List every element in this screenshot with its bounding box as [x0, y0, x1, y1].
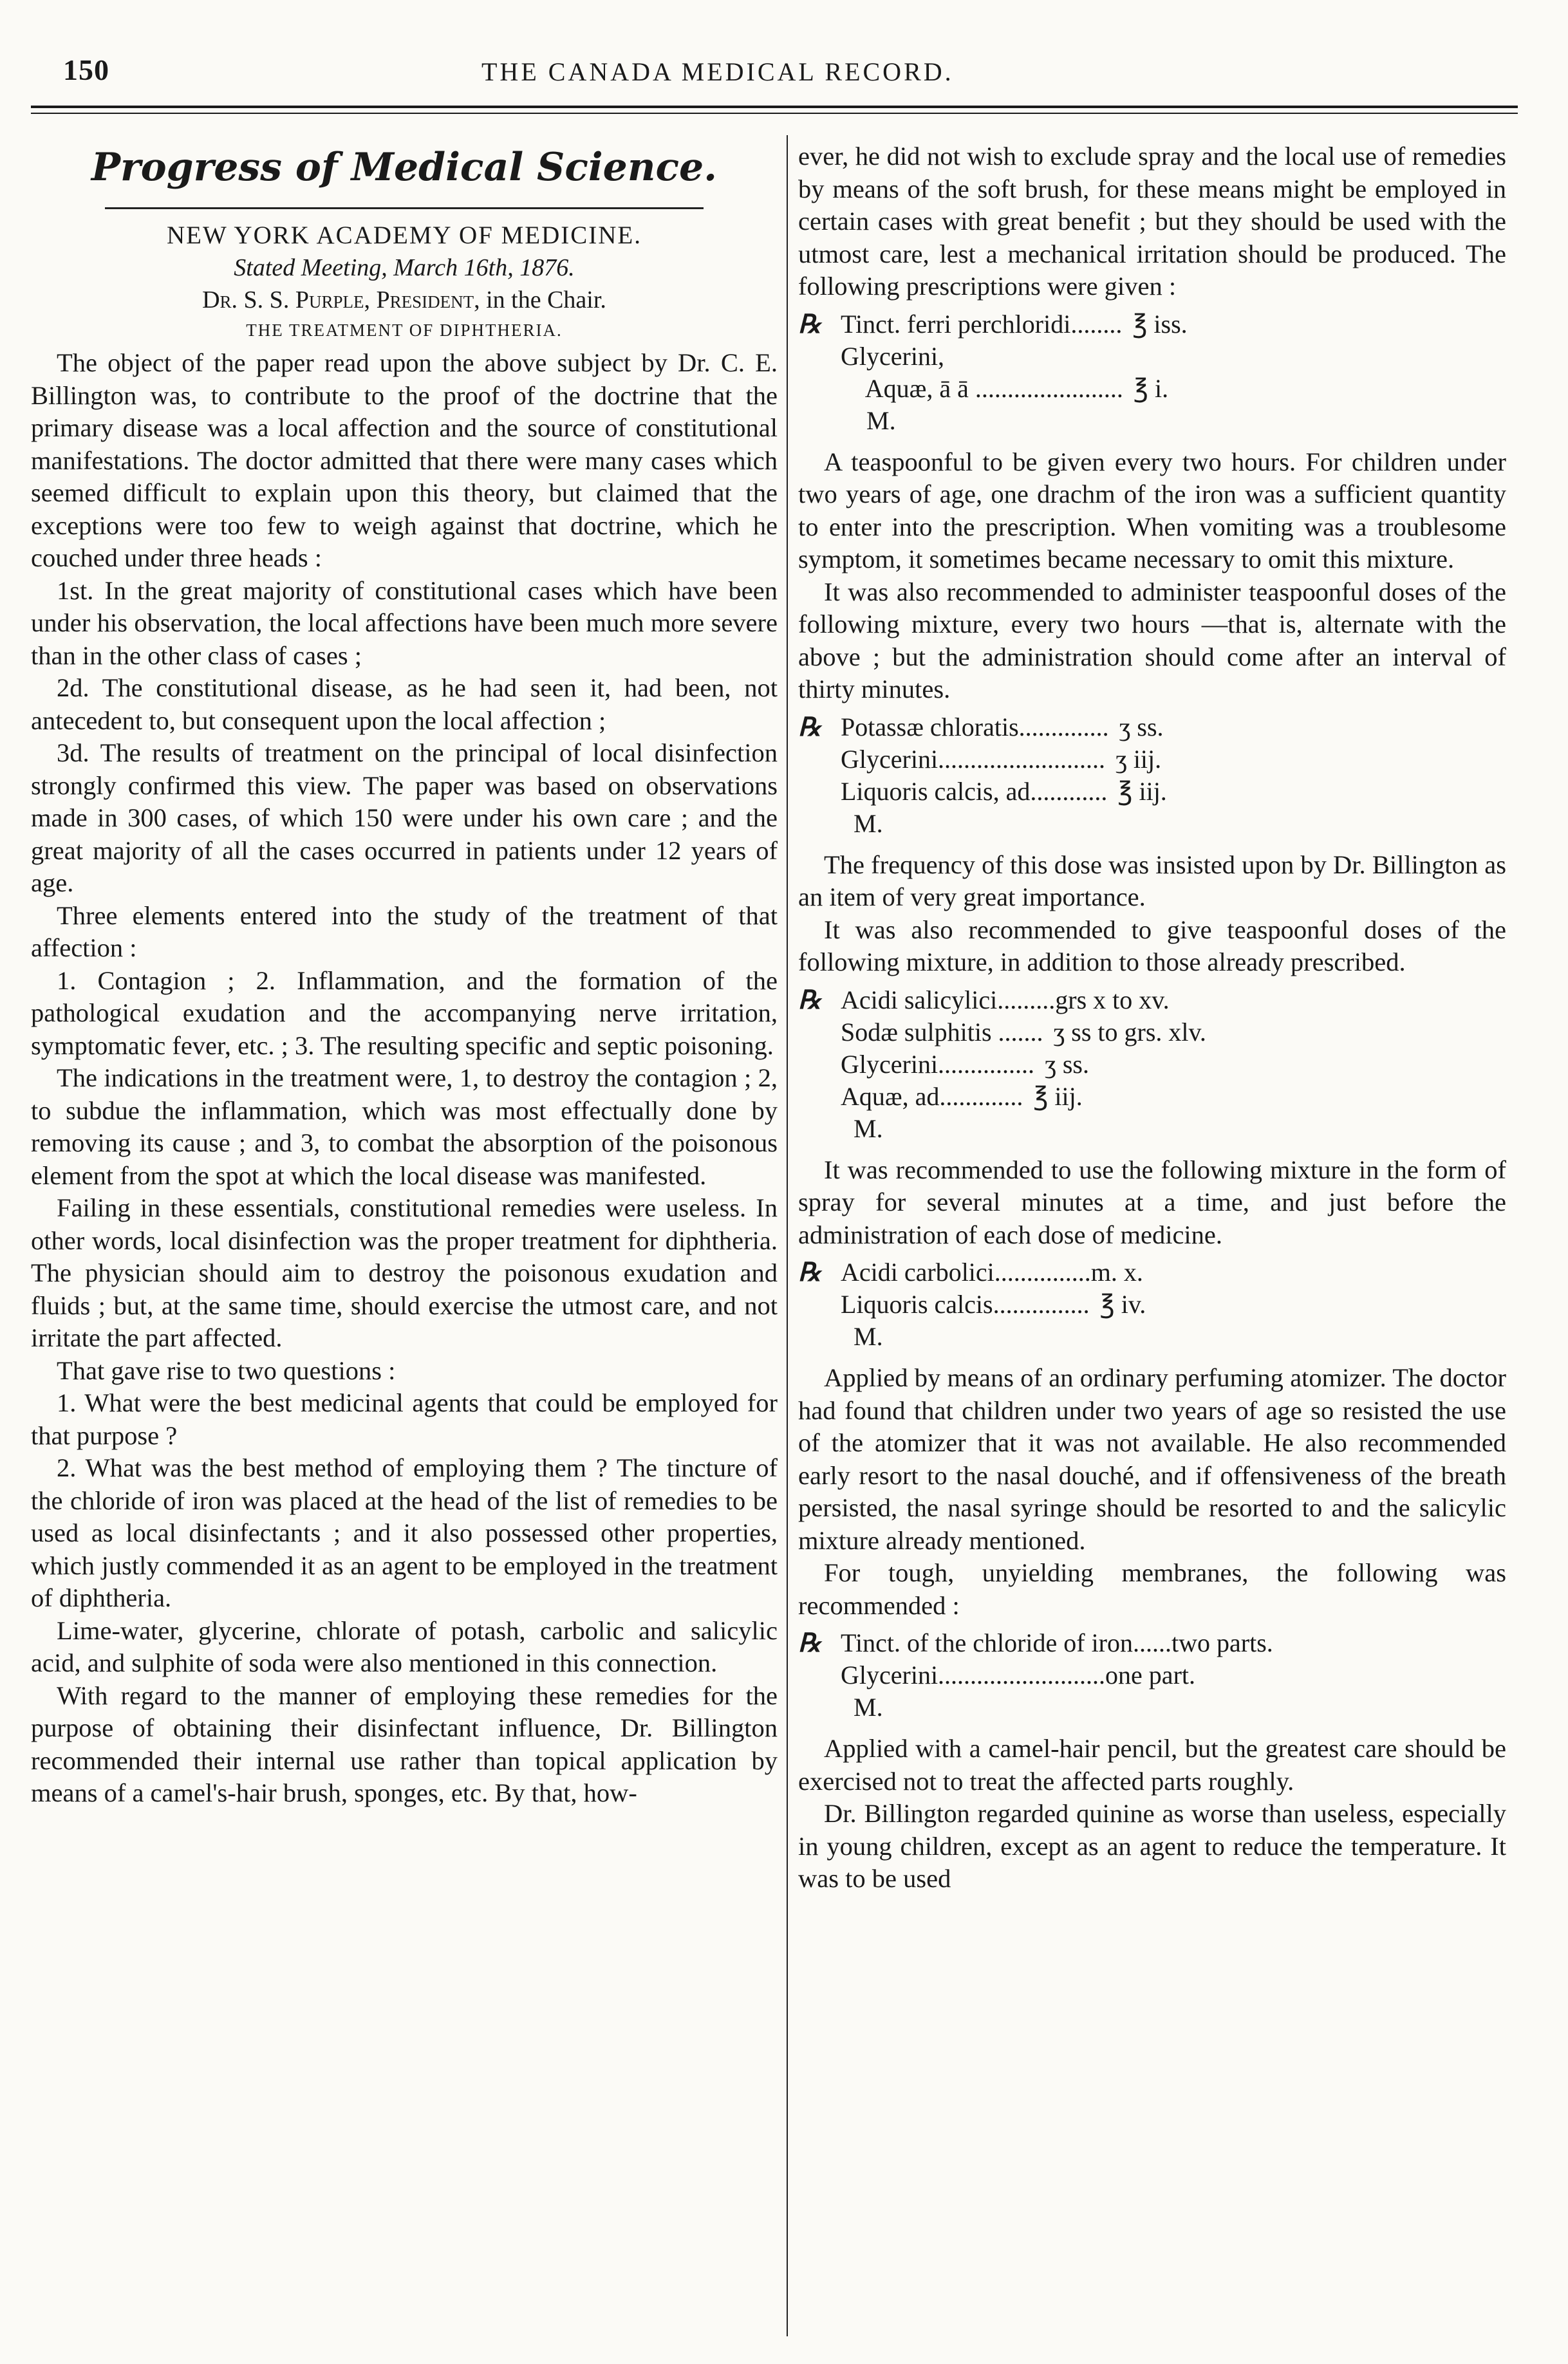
header-rule-thin [31, 113, 1518, 114]
paragraph: 2d. The constitutional disease, as he had seen it, had been, not antecedent to, but consequent upon the local affection ; [31, 673, 778, 735]
meeting-date: Stated Meeting, March 16th, 1876. [234, 254, 575, 281]
paragraph: The object of the paper read upon the above subject by Dr. C. E. Billington was, to contribute to the proof of the doctrine that the primary disease was a local affection and the source of constitutional manifestations. The doctor admitted that there were many cases which seemed difficult to explain upon this theory, but claimed that the exceptions were too few to weigh against that doctrine, which he couched under three heads : [31, 348, 778, 572]
paragraph: It was also recommended to give teaspoonful doses of the following mixture, in addition to those already prescribed. [798, 915, 1506, 976]
prescription-line [798, 743, 1506, 776]
ingredient: M. [841, 1113, 883, 1143]
column-divider [787, 135, 788, 2336]
paragraph: 1st. In the great majority of constitutional cases which have been under his observation, the local affections have been much more severe than in the other class of cases ; [31, 575, 778, 670]
page-header [31, 53, 1518, 98]
prescription [798, 711, 1506, 840]
ingredient: Sodæ sulphitis ....... [841, 1017, 1043, 1047]
quantity: ʒ ss. [1119, 712, 1164, 741]
ingredient: M. [841, 1693, 883, 1722]
recipe-symbol [798, 1081, 841, 1113]
prescription [798, 1256, 1506, 1353]
quantity: ℥ i. [1133, 373, 1169, 403]
presiding-suffix: in the Chair. [480, 286, 606, 313]
recipe-symbol [798, 808, 841, 840]
paragraph: 3d. The results of treatment on the principal of local disinfection strongly confirmed this view. The paper was based on observations made in 300 cases, of which 150 were under his own care ; and the great majority of all the cases occurred in patients under 12 years of age. [31, 738, 778, 897]
quantity: ℥ iij. [1117, 776, 1167, 806]
right-column [798, 140, 1506, 1895]
prescription-line [798, 808, 1506, 840]
journal-title: THE CANADA MEDICAL RECORD. [481, 57, 954, 86]
quantity: ℥ iv. [1099, 1290, 1146, 1319]
ingredient: Potassæ chloratis.............. [841, 712, 1109, 741]
paragraph: It was also recommended to administer teaspoonful doses of the following mixture, every two hours —that is, alternate with the above ; but the administration should come after an interval of thirty minutes. [798, 577, 1506, 703]
ingredient: Aquæ, ā ā ....................... [841, 373, 1123, 403]
paragraph: With regard to the manner of employing these remedies for the purpose of obtaining their disinfectant influence, Dr. Billington recommended their internal use rather than topical application by means of a camel's-hair brush, sponges, etc. By that, how- [31, 1680, 778, 1807]
paragraph: Applied by means of an ordinary perfuming atomizer. The doctor had found that children under two years of age so resisted the use of the atomizer that it was not available. He also recommended early resort to the nasal douché, and if offensiveness of the breath persisted, the nasal syringe should be resorted to and the salicylic mixture already mentioned. [798, 1363, 1506, 1555]
prescription-line [798, 1113, 1506, 1145]
ingredient: Liquoris calcis............... [841, 1290, 1090, 1319]
paragraph: Lime-water, glycerine, chlorate of potash, carbolic and salicylic acid, and sulphite of soda were also mentioned in this connection. [31, 1615, 778, 1677]
recipe-symbol [798, 743, 841, 776]
recipe-symbol [798, 1016, 841, 1048]
recipe-symbol [798, 1048, 841, 1081]
paragraph: 2. What was the best method of employing them ? The tincture of the chloride of iron was placed at the head of the list of remedies to be used as local disinfectants ; and it also possessed other properties, which justly commended it as an agent to be employed in the treatment of diphtheria. [31, 1453, 778, 1612]
prescription-line [798, 373, 1506, 405]
recipe-symbol [798, 1289, 841, 1321]
recipe-symbol [798, 1691, 841, 1724]
recipe-symbol [798, 1113, 841, 1145]
quantity: ℥ iss. [1132, 309, 1188, 339]
ingredient: Aquæ, ad............. [841, 1081, 1023, 1111]
paragraph: 1. Contagion ; 2. Inflammation, and the formation of the pathological exudation and the accompanying nerve irritation, symptomatic fever, etc. ; 3. The resulting specific and septic poisoning. [31, 965, 778, 1060]
ingredient: Acidi carbolici...............m. x. [841, 1258, 1143, 1287]
paragraph: ever, he did not wish to exclude spray and the local use of remedies by means of the soft brush, for these means might be employed in certain cases with great benefit ; but they should be used with the utmost care, lest a mechanical irritation should be produced. The following prescriptions were given : [798, 142, 1506, 301]
ingredient: M. [841, 808, 883, 838]
paragraph: That gave rise to two questions : [57, 1355, 396, 1385]
paragraph: 1. What were the best medicinal agents that could be employed for that purpose ? [31, 1388, 778, 1450]
quantity: ʒ iij. [1115, 744, 1162, 774]
recipe-symbol: ℞ [798, 985, 821, 1014]
prescription-line [798, 340, 1506, 373]
prescription [798, 984, 1506, 1145]
prescription-line [798, 405, 1506, 437]
recipe-symbol: ℞ [798, 1628, 821, 1657]
prescription-line [798, 984, 1506, 1016]
recipe-symbol [798, 340, 841, 373]
recipe-symbol: ℞ [798, 712, 821, 741]
recipe-symbol [798, 776, 841, 808]
paragraph: The indications in the treatment were, 1, to destroy the contagion ; 2, to subdue the inflammation, which was most effectually done by removing its cause ; and 3, to combat the absorption of the poisonous element from the spot at which the local disease was manifested. [31, 1063, 778, 1190]
ingredient: Tinct. of the chloride of iron......two parts. [841, 1628, 1273, 1657]
ingredient: Glycerini..........................one part. [841, 1661, 1195, 1689]
recipe-symbol [798, 373, 841, 405]
paragraph: Three elements entered into the study of the treatment of that affection : [31, 900, 778, 962]
quantity: ʒ ss. [1045, 1049, 1089, 1079]
recipe-symbol [798, 1321, 841, 1353]
paragraph: For tough, unyielding membranes, the following was recommended : [798, 1558, 1506, 1620]
ingredient: Glycerini............... [841, 1049, 1035, 1079]
presiding-name: Dr. S. S. Purple, President, [202, 286, 480, 313]
prescription-line [798, 308, 1506, 340]
prescription-line [798, 1016, 1506, 1048]
prescription-line [798, 1691, 1506, 1724]
ingredient: M. [841, 405, 896, 435]
prescription-line [798, 1289, 1506, 1321]
presiding-line [31, 284, 778, 316]
recipe-symbol [798, 1659, 841, 1691]
ingredient: Glycerini, [841, 341, 945, 371]
prescription-line [798, 1081, 1506, 1113]
prescription-line [798, 711, 1506, 743]
topic-heading: THE TREATMENT OF DIPHTHERIA. [246, 321, 563, 340]
paragraph: The frequency of this dose was insisted upon by Dr. Billington as an item of very great importance. [798, 850, 1506, 911]
left-column [31, 140, 778, 1810]
prescription [798, 1627, 1506, 1724]
paragraph: Failing in these essentials, constitutional remedies were useless. In other words, local disinfection was the proper treatment for diphtheria. The physician should aim to destroy the poisonous exudation and fluids ; but, at the same time, should exercise the utmost care, and not irritate the part affected. [31, 1193, 778, 1352]
quantity: ʒ ss to grs. xlv. [1053, 1017, 1206, 1047]
prescription [798, 308, 1506, 437]
recipe-symbol: ℞ [798, 309, 821, 339]
header-rule [31, 106, 1518, 108]
prescription-line [798, 1659, 1506, 1691]
ingredient: Glycerini.......................... [841, 744, 1106, 774]
paragraph: Dr. Billington regarded quinine as worse than useless, especially in young children, except as an agent to reduce the temperature. It was to be used [798, 1799, 1506, 1893]
prescription-line [798, 1048, 1506, 1081]
ingredient: Tinct. ferri perchloridi........ [841, 309, 1123, 339]
section-title: Progress of Medical Science. [91, 145, 718, 190]
recipe-symbol: ℞ [798, 1258, 821, 1287]
organization-heading: NEW YORK ACADEMY OF MEDICINE. [167, 221, 642, 249]
prescription-line [798, 776, 1506, 808]
ingredient: M. [841, 1322, 883, 1351]
prescription-line [798, 1256, 1506, 1289]
page-number: 150 [63, 53, 109, 86]
ingredient: Liquoris calcis, ad............ [841, 776, 1108, 806]
paragraph: It was recommended to use the following mixture in the form of spray for several minutes at a time, and just before the administration of each dose of medicine. [798, 1155, 1506, 1249]
recipe-symbol [798, 405, 841, 437]
prescription-line [798, 1627, 1506, 1659]
quantity: ℥ iij. [1033, 1081, 1083, 1111]
paragraph: A teaspoonful to be given every two hours. For children under two years of age, one drachm of the iron was a sufficient quantity to enter into the prescription. When vomiting was a troublesome symptom, it sometimes became necessary to omit this mixture. [798, 447, 1506, 573]
ingredient: Acidi salicylici.........grs x to xv. [841, 985, 1170, 1014]
prescription-line [798, 1321, 1506, 1353]
paragraph: Applied with a camel-hair pencil, but the greatest care should be exercised not to treat the affected parts roughly. [798, 1734, 1506, 1796]
section-rule [105, 207, 704, 209]
